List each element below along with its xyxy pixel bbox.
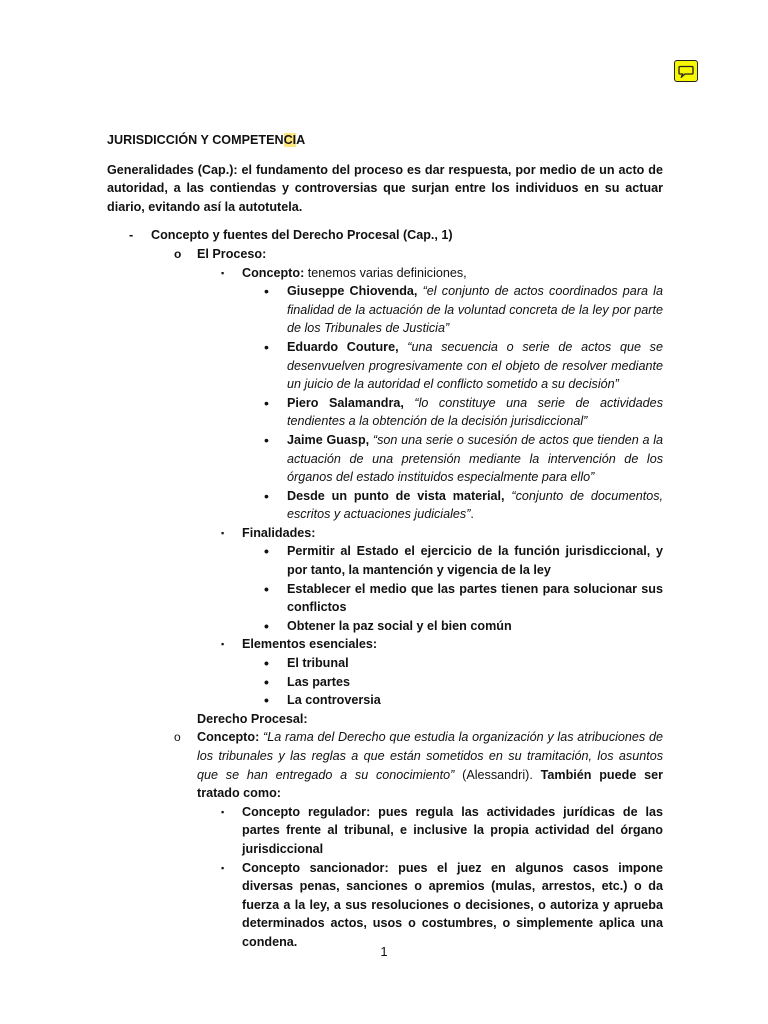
document-body — [107, 128, 663, 952]
bullet-marker: • — [264, 487, 269, 504]
finalidad-item: • Permitir al Estado el ejercicio de la función jurisdiccional, y por tanto, la mantención y vigencia de la ley — [264, 543, 663, 578]
bullet-marker: • — [264, 655, 269, 672]
section-concepto-fuentes — [107, 226, 663, 245]
generalidades-label: Generalidades (Cap.): — [107, 162, 238, 177]
page-number: 1 — [380, 944, 388, 959]
bullet-marker: • — [264, 543, 269, 560]
title-highlight: CI — [283, 133, 297, 147]
author-item: • Desde un punto de vista material, “conjunto de documentos, escritos y actuaciones judiciales”. — [264, 487, 664, 522]
author-item: • Giuseppe Chiovenda, “el conjunto de actos coordinados para la finalidad de la actuación de la voluntad concreta de la ley por parte de los Tribunales de Justicia” — [264, 283, 663, 336]
dp-concepto-item: o Concepto: “La rama del Derecho que estudia la organización y las atribuciones de los tribunales y las reglas a que están sometidos en su tramitación, los asuntos que se han entregado a su conocimiento” (Alessandri). También puede ser tratado como: — [174, 730, 663, 801]
bullet-marker: • — [264, 580, 269, 597]
square-marker: ▪ — [221, 639, 225, 650]
sancionador-item: ▪ Concepto sancionador: pues el juez en algunos casos impone diversas penas, sanciones o apremios (mulas, arrestos, etc.) o da fuerza a la ley, a sus resoluciones o decisiones, o autoriza y aprueba determinados actos, usos o costumbres, o simplemente aplica una condena. — [221, 860, 663, 949]
square-marker: ▪ — [221, 862, 225, 873]
bullet-marker: • — [264, 283, 269, 300]
elemento-item: • La controversia — [264, 692, 381, 709]
author-item: • Eduardo Couture, “una secuencia o serie de actos que se desenvuelven progresivamente con el objeto de resolver mediante un juicio de la autoridad el conflicto sometido a su decisión” — [264, 338, 663, 392]
square-marker: ▪ — [221, 527, 225, 538]
finalidad-item: • Obtener la paz social y el bien común — [264, 617, 512, 634]
generalidades-paragraph — [107, 161, 663, 217]
bullet-marker: • — [264, 338, 269, 355]
el-proceso-item: o El Proceso: — [107, 245, 663, 264]
speech-bubble-icon — [678, 65, 694, 78]
elemento-item: • Las partes — [264, 673, 350, 690]
author-item: • Piero Salamandra, “lo constituye una serie de actividades tendientes a la obtención de la decisión jurisdiccional” — [264, 394, 663, 429]
square-marker: ▪ — [221, 806, 225, 817]
finalidades-item: ▪ Finalidades: — [107, 524, 663, 543]
derecho-procesal-heading: Derecho Procesal: — [197, 711, 308, 726]
generalidades-text: el fundamento del proceso es dar respuesta, por medio de un acto de autoridad, a las contiendas y controversias que surjan entre los individuos en su actuar diario, evitando así la autotutela. — [107, 162, 663, 214]
elementos-item: ▪ Elementos esenciales: — [107, 635, 663, 654]
concepto-item: ▪ Concepto: tenemos varias definiciones, — [107, 264, 663, 283]
document-title: JURISDICCIÓN Y COMPETENCIA — [107, 133, 306, 147]
bullet-marker: • — [264, 673, 269, 690]
dash-marker: - — [129, 228, 134, 243]
regulador-item: ▪ Concepto regulador: pues regula las actividades jurídicas de las partes frente al tribunal, e inclusive la propia actividad del órgano jurisdiccional — [221, 804, 663, 856]
bullet-marker: • — [264, 394, 269, 411]
comment-icon[interactable] — [674, 60, 698, 82]
bullet-marker: • — [264, 692, 269, 709]
section-heading: Concepto y fuentes del Derecho Procesal (Cap., 1) — [151, 228, 453, 243]
bullet-marker: • — [264, 617, 269, 634]
circle-marker: o — [174, 730, 181, 745]
elemento-item: • El tribunal — [264, 655, 349, 672]
author-item: • Jaime Guasp, “son una serie o sucesión de actos que tienden a la actuación de una pretensión mediante la intervención de los órganos del estado instituidos especialmente para ello” — [264, 431, 663, 485]
finalidad-item: • Establecer el medio que las partes tienen para solucionar sus conflictos — [264, 580, 663, 615]
bullet-marker: • — [264, 431, 269, 448]
circle-marker: o — [174, 246, 182, 261]
square-marker: ▪ — [221, 267, 225, 278]
